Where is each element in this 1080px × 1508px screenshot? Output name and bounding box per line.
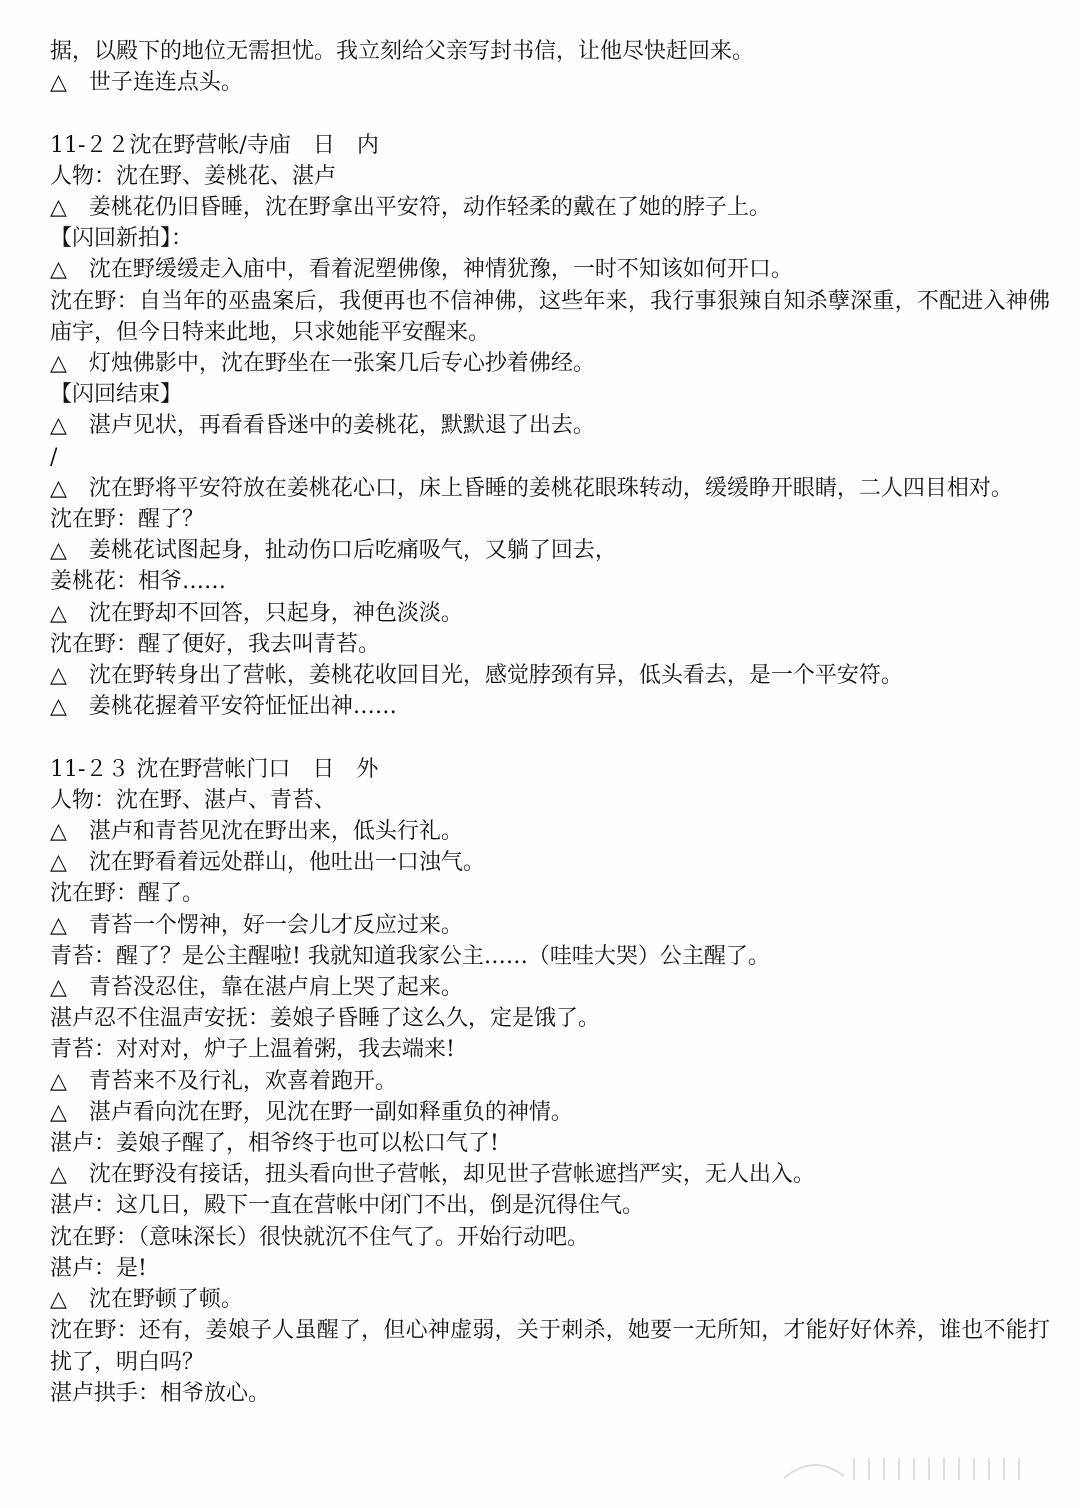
script-document-body [50, 36, 1050, 1409]
watermark-logo [774, 1448, 1044, 1488]
script-line: 人物：沈在野、姜桃花、湛卢 [50, 163, 337, 189]
script-line: △ 沈在野却不回答，只起身，神色淡淡。 [50, 600, 463, 626]
script-paragraph: 沈在野：自当年的巫蛊案后，我便再也不信神佛，这些年来，我行事狠辣自知杀孽深重，不配进入神佛庙宇，但今日特来此地，只求她能平安醒来。 [50, 288, 1050, 345]
script-line: 沈在野：醒了？ [50, 507, 205, 533]
script-line: △ 姜桃花仍旧昏睡，沈在野拿出平安符，动作轻柔的戴在了她的脖子上。 [50, 195, 771, 220]
script-line: 青苔：对对对，炉子上温着粥，我去端来! [50, 1037, 455, 1063]
blank-line [50, 98, 1050, 129]
script-line: 湛卢忍不住温声安抚：姜娘子昏睡了这么久，定是饿了。 [50, 1006, 601, 1032]
script-line: △ 湛卢看向沈在野，见沈在野一副如释重负的神情。 [50, 1099, 573, 1125]
blank-line [50, 722, 1050, 753]
script-line: / [50, 444, 58, 470]
script-line: 据，以殿下的地位无需担忧。我立刻给父亲写封书信，让他尽快赶回来。 [50, 39, 755, 64]
script-line: 沈在野：（意味深长）很快就沉不住气了。开始行动吧。 [50, 1224, 590, 1250]
script-paragraph: △ 沈在野将平安符放在姜桃花心口，床上昏睡的姜桃花眼珠转动，缓缓睁开眼睛，二人四目相对。 [50, 475, 1013, 501]
script-line: △ 姜桃花握着平安符怔怔出神…… [50, 694, 397, 720]
script-line: 11-２３ 沈在野营帐门口 日 外 [50, 756, 379, 782]
script-line: 青苔：醒了？是公主醒啦! 我就知道我家公主……（哇哇大哭）公主醒了。 [50, 943, 770, 969]
script-line: △ 沈在野没有接话，扭头看向世子营帐，却见世子营帐遮挡严实，无人出入。 [50, 1162, 815, 1188]
script-line: 沈在野：醒了。 [50, 881, 205, 907]
script-line: 姜桃花：相爷…… [50, 569, 227, 595]
script-line: 【闪回结束】 [50, 382, 183, 408]
script-line: △ 姜桃花试图起身，扯动伤口后吃痛吸气，又躺了回去， [50, 538, 617, 564]
script-line: 湛卢：这几日，殿下一直在营帐中闭门不出，倒是沉得住气。 [50, 1193, 645, 1219]
script-line: △ 青苔来不及行礼，欢喜着跑开。 [50, 1068, 397, 1094]
script-paragraph: 沈在野：还有，姜娘子人虽醒了，但心神虚弱，关于刺杀，她要一无所知，才能好好休养，谁也不能打扰了，明白吗？ [50, 1318, 1050, 1375]
script-line: 11-２２沈在野营帐/寺庙 日 内 [50, 132, 379, 158]
script-line: △ 世子连连点头。 [50, 70, 243, 96]
script-line: △ 青苔没忍住，靠在湛卢肩上哭了起来。 [50, 975, 463, 1001]
script-line: 人物：沈在野、湛卢、青苔、 [50, 787, 337, 813]
script-line: △ 青苔一个愣神，好一会儿才反应过来。 [50, 912, 463, 938]
script-line: △ 沈在野顿了顿。 [50, 1287, 243, 1313]
script-line: △ 沈在野缓缓走入庙中，看着泥塑佛像，神情犹豫，一时不知该如何开口。 [50, 257, 793, 283]
script-line: 【闪回新拍】： [50, 226, 194, 252]
script-line: 湛卢：姜娘子醒了，相爷终于也可以松口气了! [50, 1131, 499, 1157]
script-line: 湛卢拱手：相爷放心。 [50, 1380, 271, 1406]
script-line: △ 湛卢见状，再看看昏迷中的姜桃花，默默退了出去。 [50, 413, 595, 439]
script-line: △ 灯烛佛影中，沈在野坐在一张案几后专心抄着佛经。 [50, 351, 595, 377]
script-line: △ 沈在野转身出了营帐，姜桃花收回目光，感觉脖颈有异，低头看去，是一个平安符。 [50, 663, 903, 689]
script-line: △ 沈在野看着远处群山，他吐出一口浊气。 [50, 850, 485, 876]
script-line: △ 湛卢和青苔见沈在野出来，低头行礼。 [50, 819, 463, 845]
script-line: 湛卢：是! [50, 1255, 147, 1281]
script-line: 沈在野：醒了便好，我去叫青苔。 [50, 631, 381, 657]
